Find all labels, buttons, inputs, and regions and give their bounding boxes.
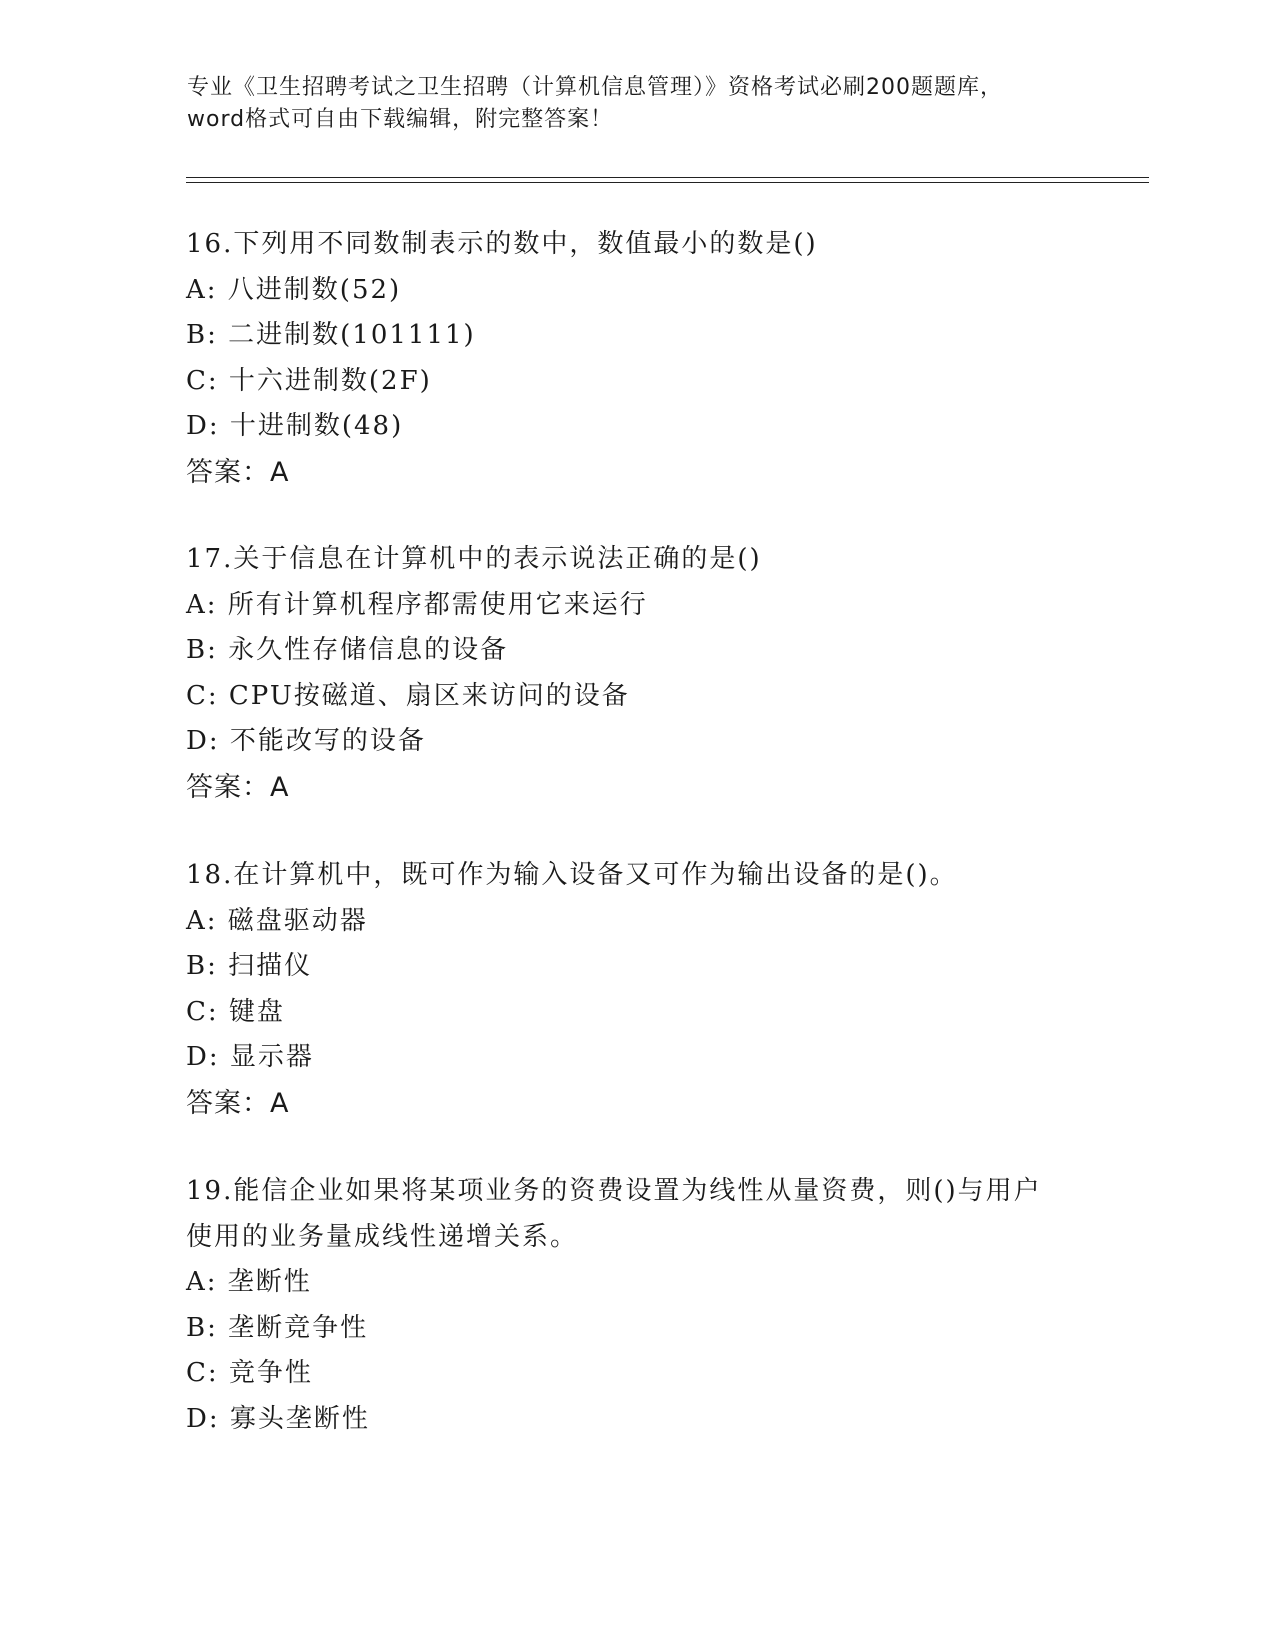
answer-label: 答案：A (186, 1087, 290, 1119)
question-16 (186, 222, 1086, 495)
option-b: B: 永久性存储信息的设备 (186, 635, 509, 665)
option-a: A: 垄断性 (186, 1267, 312, 1297)
option-d: D: 十进制数(48) (186, 411, 404, 441)
option-d: D: 寡头垄断性 (186, 1403, 370, 1434)
option-a: A: 所有计算机程序都需使用它来运行 (186, 589, 648, 620)
header-title-line-2: word格式可自由下载编辑，附完整答案！ (187, 107, 614, 132)
option-a: A: 八进制数(52) (186, 274, 402, 305)
question-19 (186, 1169, 1086, 1442)
question-stem: 16.下列用不同数制表示的数中，数值最小的数是() (186, 229, 818, 259)
question-stem-line-2: 使用的业务量成线性递增关系。 (186, 1221, 579, 1252)
answer-label: 答案：A (186, 771, 290, 803)
question-17 (186, 537, 1086, 810)
option-d: D: 不能改写的设备 (186, 726, 426, 756)
option-b: B: 扫描仪 (186, 951, 313, 981)
option-a: A: 磁盘驱动器 (186, 905, 368, 936)
option-c: C: 竞争性 (186, 1358, 313, 1388)
question-stem-line-1: 19.能信企业如果将某项业务的资费设置为线性从量资费，则()与用户 (186, 1176, 1042, 1206)
option-d: D: 显示器 (186, 1042, 314, 1072)
header-divider (186, 177, 1149, 183)
question-stem: 17.关于信息在计算机中的表示说法正确的是() (186, 544, 762, 574)
question-18 (186, 853, 1086, 1126)
question-stem: 18.在计算机中，既可作为输入设备又可作为输出设备的是()。 (186, 860, 958, 890)
option-c: C: 十六进制数(2F) (186, 365, 432, 396)
option-c: C: 键盘 (186, 996, 285, 1027)
header-title-line-1: 专业《卫生招聘考试之卫生招聘（计算机信息管理）》资格考试必刷200题题库， (187, 75, 1003, 100)
document-header (187, 72, 1087, 136)
option-c: C: CPU按磁道、扇区来访问的设备 (186, 680, 630, 711)
option-b: B: 二进制数(101111) (186, 320, 476, 350)
option-b: B: 垄断竞争性 (186, 1312, 369, 1343)
answer-label: 答案：A (186, 456, 290, 488)
